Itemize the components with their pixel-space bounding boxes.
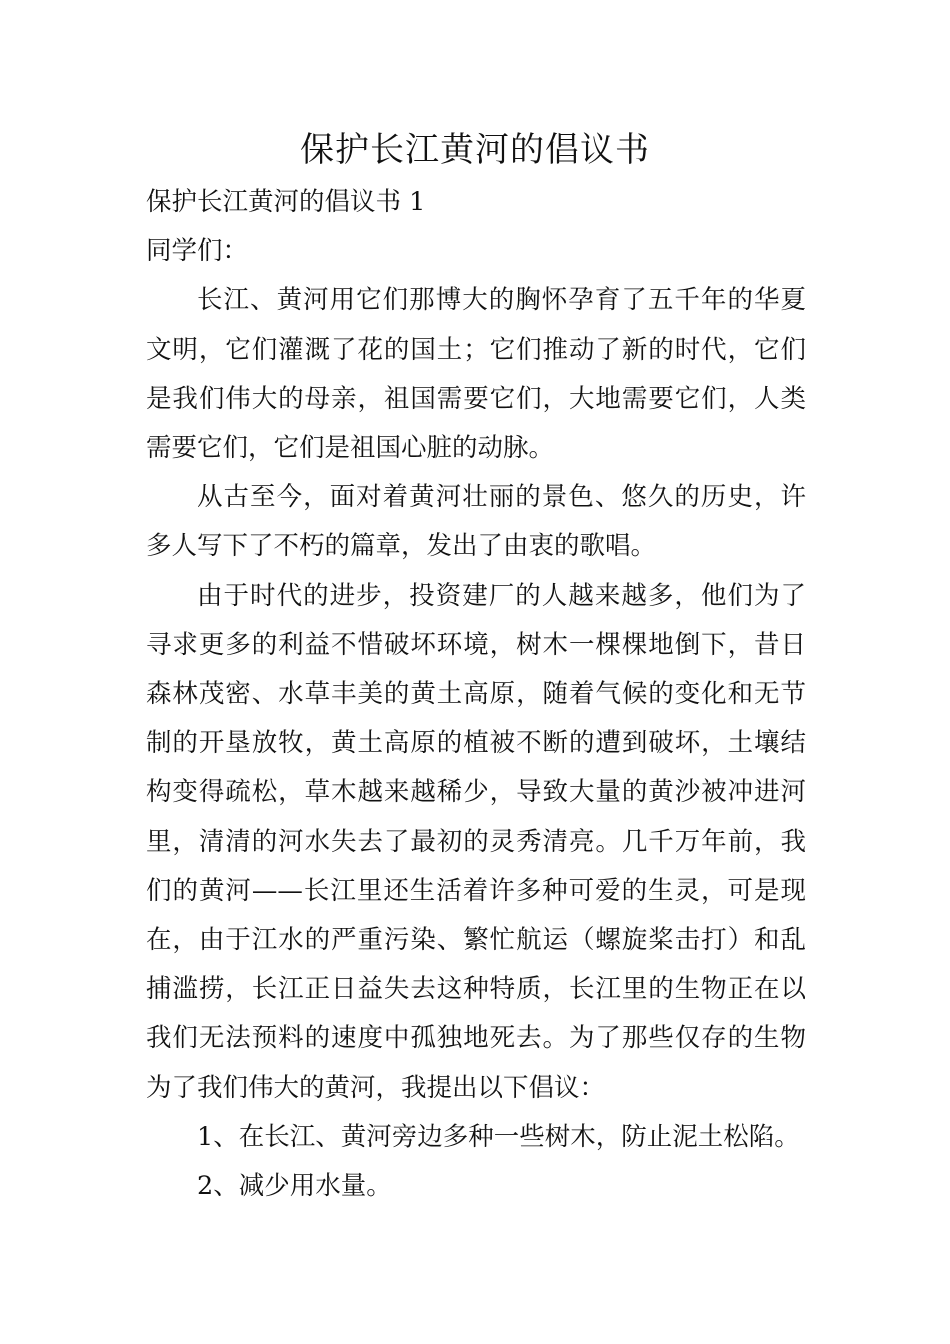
paragraph-2: 从古至今，面对着黄河壮丽的景色、悠久的历史，许多人写下了不朽的篇章，发出了由衷的歌唱。 (146, 482, 806, 562)
document-subtitle: 保护长江黄河的倡议书 1 (146, 187, 426, 217)
document-title: 保护长江黄河的倡议书 (300, 130, 650, 170)
proposal-item-2: 2、减少用水量。 (197, 1171, 392, 1202)
paragraph-3: 由于时代的进步，投资建厂的人越来越多，他们为了寻求更多的利益不惜破坏环境，树木一棵棵地倒下，昔日森林茂密、水草丰美的黄土高原，随着气候的变化和无节制的开垦放牧，黄土高原的植被不断的遭到破坏，土壤结构变得疏松，草木越来越稀少，导致大量的黄沙被冲进河里，清清的河水失去了最初的灵秀清亮。几千万年前，我们的黄河——长江里还生活着许多种可爱的生灵，可是现在，由于江水的严重污染、繁忙航运（螺旋桨击打）和乱捕滥捞，长江正日益失去这种特质，长江里的生物正在以我们无法预料的速度中孤独地死去。为了那些仅存的生物为了我们伟大的黄河，我提出以下倡议： (146, 580, 806, 1103)
greeting: 同学们： (146, 236, 249, 267)
paragraph-1: 长江、黄河用它们那博大的胸怀孕育了五千年的华夏文明，它们灌溉了花的国土；它们推动了新的时代，它们是我们伟大的母亲，祖国需要它们，大地需要它们，人类需要它们，它们是祖国心脏的动脉。 (146, 285, 806, 464)
document-body (146, 178, 806, 1211)
proposal-item-1: 1、在长江、黄河旁边多种一些树木，防止泥土松陷。 (197, 1121, 800, 1152)
